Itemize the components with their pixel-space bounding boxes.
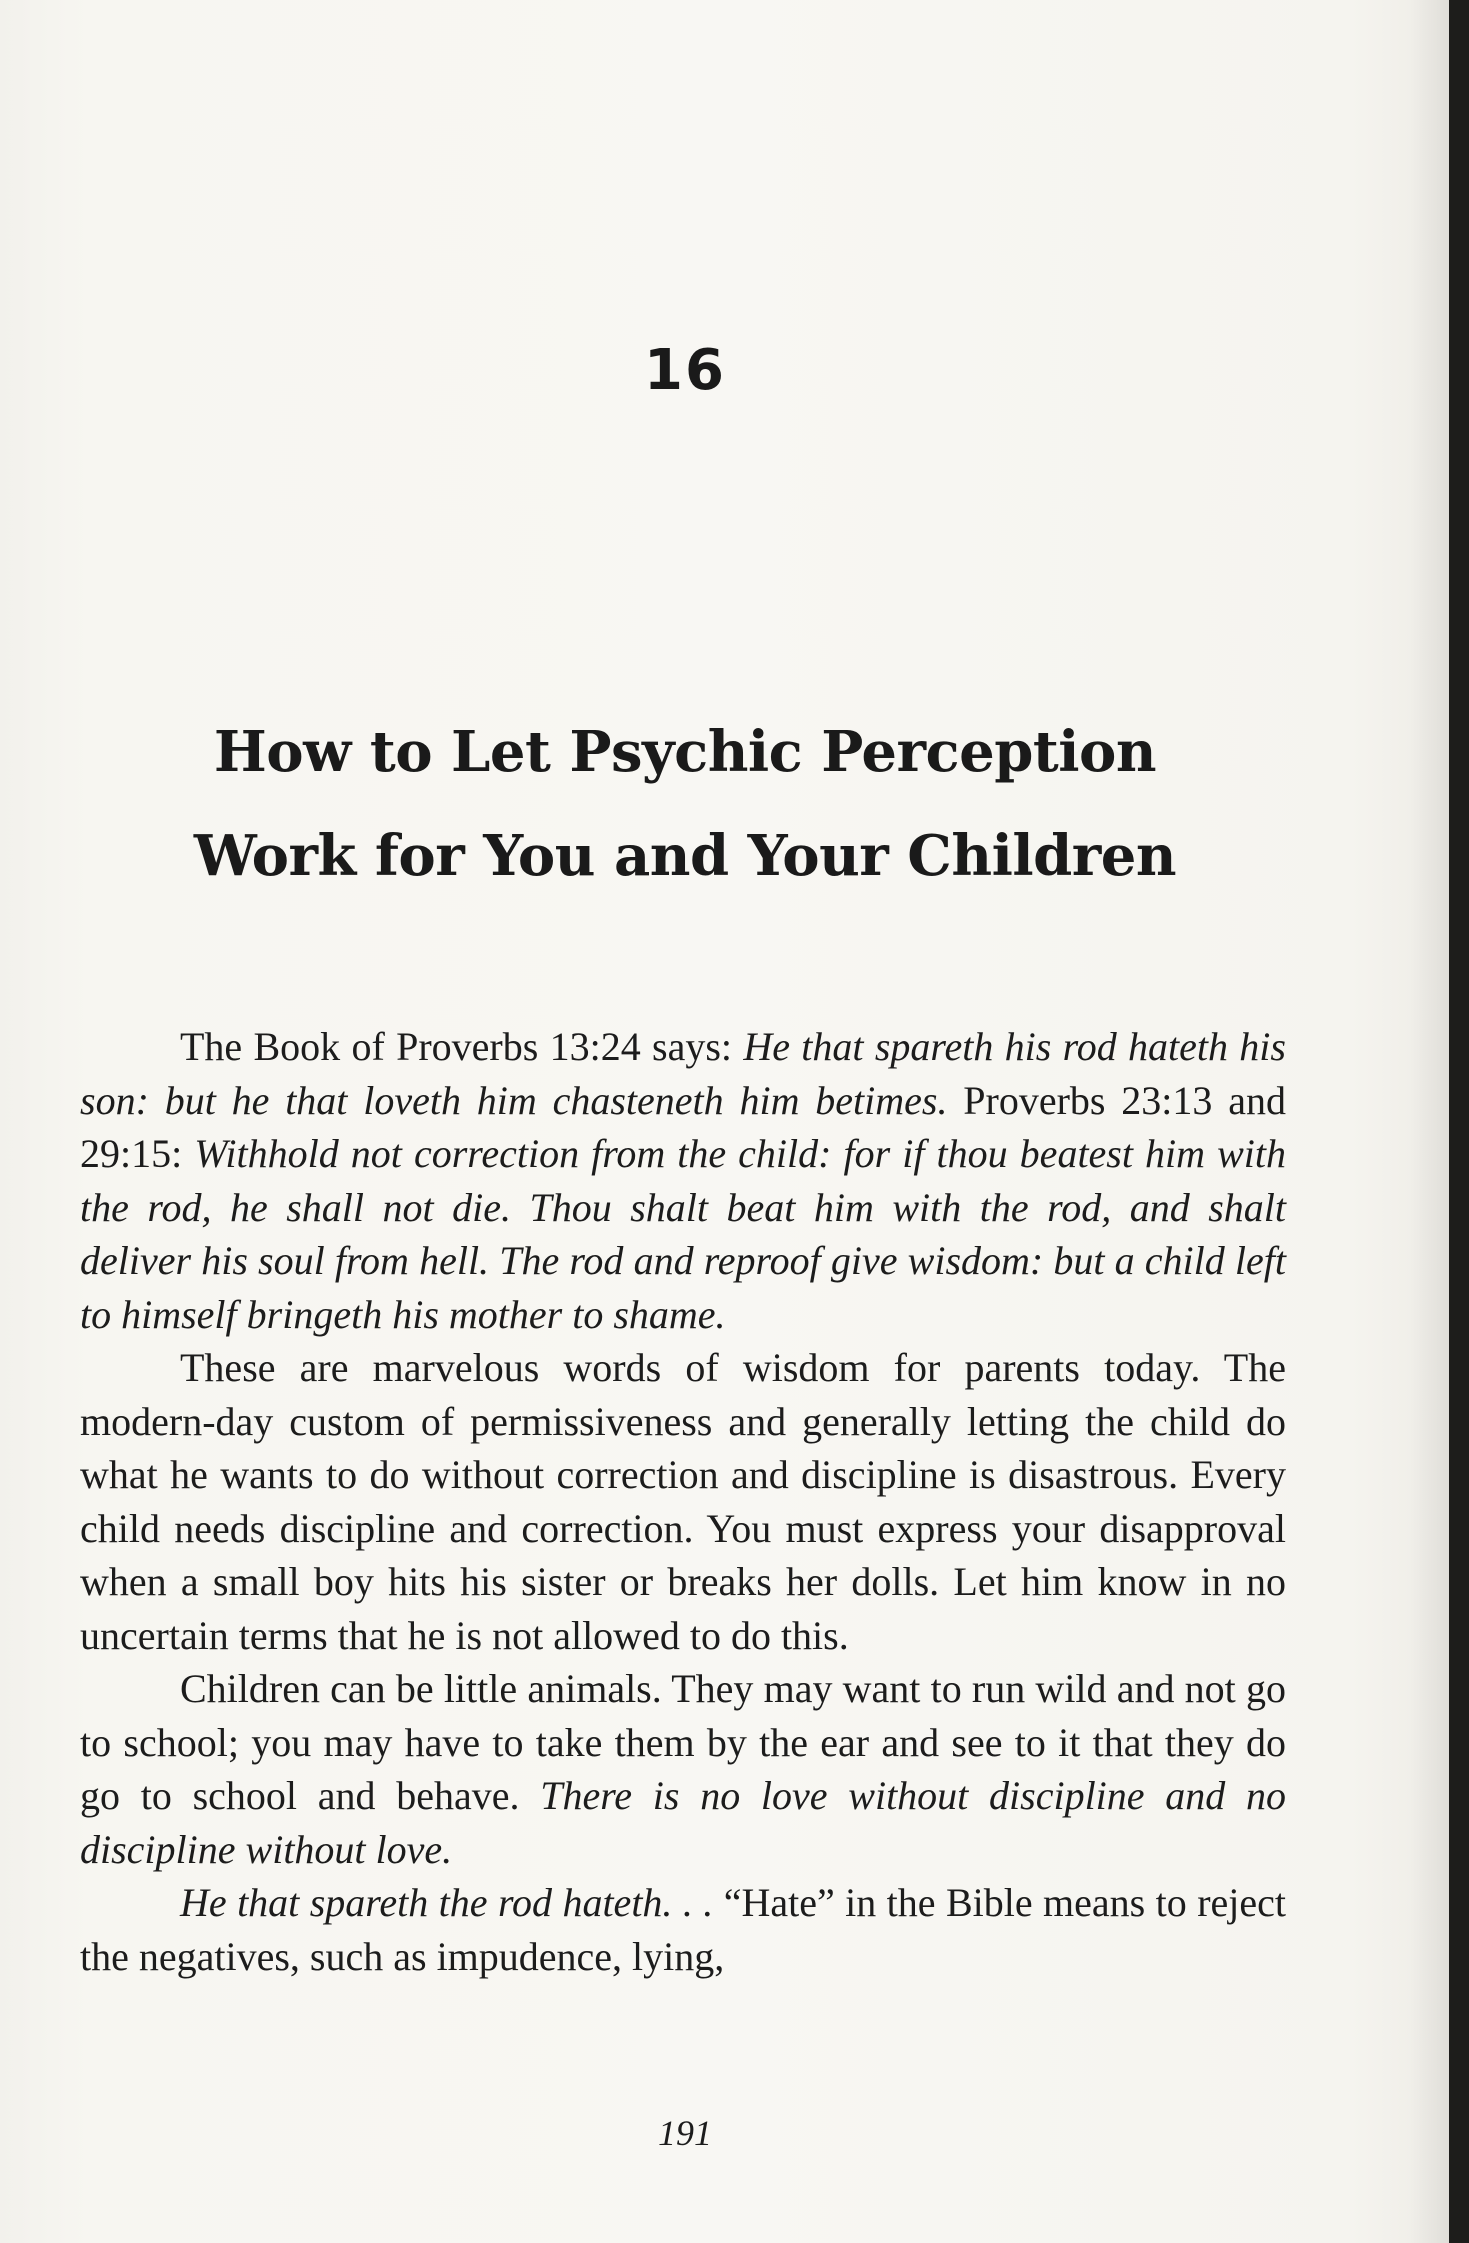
paragraph-2: [80, 1341, 1286, 1662]
paragraph-1: [80, 1020, 1286, 1341]
text-run: “Hate” in the Bible means to reject the negatives, such as impudence, lying,: [80, 1880, 1287, 1979]
text-run: These are marvelous words of wisdom for parents today. The modern-day custom of permissiveness and generally letting the child do what he wants to do without correction and discipline is disastrous. Every child needs discipline and correction. You must express your disapproval when a small boy hits his sister or breaks her dolls. Let him know in no uncertain terms that he is not allowed to do this.: [80, 1345, 1286, 1658]
text-run-italic: He that spareth the rod hateth. . .: [180, 1880, 714, 1925]
chapter-title-line-1: How to Let Psychic Perception: [213, 719, 1157, 785]
text-run-italic: Withhold not correction from the child: for if thou beatest him with the rod, he shall not die. Thou shalt beat him with the rod, and shalt deliver his soul from hell. The rod and reproof give wisdom: but a child left to himself bringeth his mother to shame.: [80, 1131, 1286, 1337]
paragraph-4: [80, 1876, 1286, 1983]
page-number: 191: [658, 2113, 712, 2153]
chapter-title-line-2: Work for You and Your Children: [193, 823, 1177, 889]
text-run-italic: He that spareth his rod hateth his son: but he that loveth him chasteneth him betimes.: [80, 1024, 1286, 1123]
body-text: [80, 1020, 1286, 1983]
chapter-number: 16: [644, 338, 726, 403]
text-run: Proverbs 23:13 and 29:15:: [80, 1077, 1286, 1176]
page-edge: [1449, 0, 1469, 2243]
text-run: Children can be little animals. They may want to run wild and not go to school; you may have to take them by the ear and see to it that they do go to school and behave.: [80, 1666, 1286, 1818]
text-run: The Book of Proverbs 13:24 says:: [180, 1024, 744, 1069]
page-gutter-shadow: [1409, 0, 1449, 2243]
text-run-italic: There is no love without discipline and no discipline without love.: [80, 1773, 1287, 1872]
chapter-title: [80, 700, 1290, 908]
paragraph-3: [80, 1662, 1286, 1876]
